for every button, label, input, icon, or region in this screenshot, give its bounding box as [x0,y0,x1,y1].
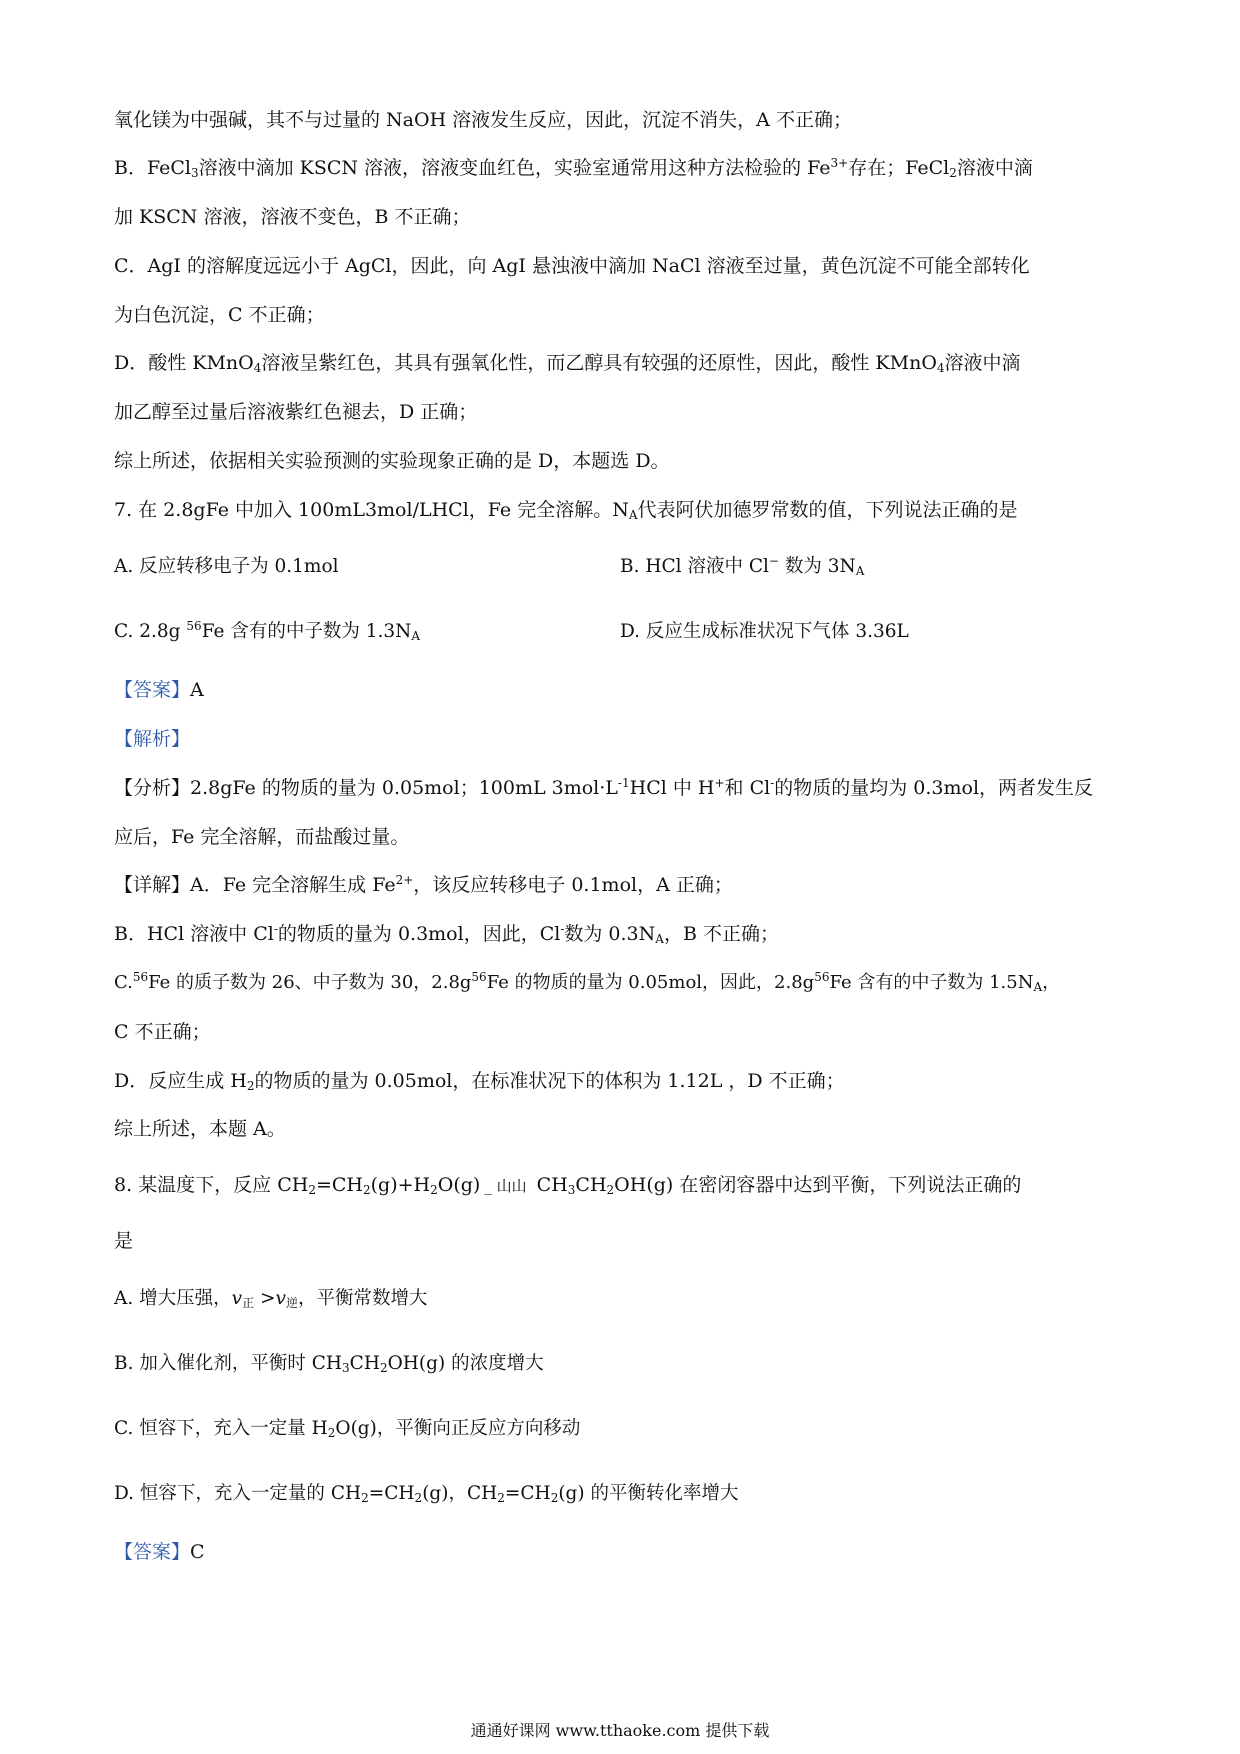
q8-option-c [114,1416,580,1442]
text: 氧化镁为中强碱，其不与过量的 NaOH 溶液发生反应，因此，沉淀不消失，A 不正确； [114,109,852,131]
superscript: 56 [132,970,149,984]
superscript: 3+ [830,156,849,170]
superscript: − [768,554,779,568]
subscript: 2 [308,1183,316,1197]
text: Fe 的质子数为 26、中子数为 30，2.8g [148,972,472,993]
q7-analysis-line [114,824,409,850]
subscript: 2 [606,1183,615,1197]
subscript: 4 [936,361,945,375]
paragraph-line [114,350,1021,376]
superscript: 56 [471,970,487,984]
q7-option-c [114,619,420,645]
text: =CH [368,1483,415,1504]
text: 和 Cl [724,777,771,799]
text: ，B 不正确； [663,923,779,945]
text: >v [254,1288,286,1309]
text: C. 恒容下，充入一定量 H [114,1418,328,1439]
text: CH [349,1353,380,1374]
subscript: 2 [497,1491,505,1505]
text: Fe 含有的中子数为 1.5N [829,972,1034,993]
superscript: 56 [186,619,202,633]
text: ， [1042,972,1061,993]
superscript: 56 [814,970,830,984]
text: Fe 的物质的量为 0.05mol，因此，2.8g [486,972,815,993]
text: =CH [504,1483,551,1504]
text: 应后，Fe 完全溶解，而盐酸过量。 [114,826,410,848]
paragraph-line [114,302,325,328]
paragraph-line [114,399,477,425]
text: O(g)，平衡向正反应方向移动 [335,1418,581,1439]
q7-detail-line [114,1019,211,1045]
text: HCl 中 H [629,777,715,799]
text: ，平衡常数增大 [297,1288,428,1309]
text: CH [575,1174,607,1196]
text: 为白色沉淀，C 不正确； [114,304,325,326]
text: B．HCl 溶液中 Cl [114,923,274,945]
footer-text: 通通好课网 www.tthaoke.com 提供下载 [470,1721,770,1740]
text: (g)+H [370,1174,431,1196]
text: 溶液中滴 [956,157,1033,179]
answer-tag: 【答案】 [114,1541,191,1563]
q7-detail-line [114,1068,845,1094]
q7-detail-line [114,970,1060,996]
text: A. 增大压强， [114,1288,232,1309]
answer-tag: 【答案】 [114,679,191,701]
text: 7. 在 2.8gFe 中加入 100mL3mol/LHCl，Fe 完全溶解。N [114,499,629,521]
subscript: A [855,564,865,578]
q7-answer [114,677,204,703]
text: ，该反应转移电子 0.1mol，A 正确； [413,874,733,896]
text: 代表阿伏加德罗常数的值，下列说法正确的是 [637,499,1018,521]
text: A [190,679,204,701]
q7-summary [114,1116,286,1142]
q7-detail-line [114,921,779,947]
q7-option-d [620,619,909,645]
subscript: 4 [253,361,262,375]
text: (g) 的平衡转化率增大 [558,1483,739,1504]
text: 的物质的量为 0.05mol，在标准状况下的体积为 1.12L ，D 不正确； [254,1070,845,1092]
text: 综上所述，本题 A。 [114,1118,286,1140]
text: B. 加入催化剂，平衡时 CH [114,1353,343,1374]
text: CH [530,1174,568,1196]
text: v [231,1288,243,1309]
subscript: A [411,629,421,643]
text: 的物质的量均为 0.3mol，两者发生反 [774,777,1094,799]
text: 2.8gFe 的物质的量为 0.05mol；100mL 3mol·L [190,777,618,799]
superscript: - [770,776,775,790]
question-8-stem-cont [114,1228,133,1254]
text: 是 [114,1230,134,1252]
subscript: 2 [379,1361,388,1375]
subscript: 3 [342,1361,350,1375]
text: 的物质的量为 0.3mol，因此，Cl [277,923,561,945]
paragraph-line [114,107,852,133]
q8-option-b [114,1351,544,1377]
text: C 不正确； [114,1021,211,1043]
superscript: - [273,922,278,936]
text: Fe 含有的中子数为 1.3N [201,621,412,642]
page-footer [0,1718,1240,1741]
subscript: 3 [567,1183,576,1197]
text: 存在；FeCl [848,157,950,179]
text: OH(g) 的浓度增大 [387,1353,544,1374]
text: C．AgI 的溶解度远远小于 AgCl，因此，向 AgI 悬浊液中滴加 NaCl 溶液至过量，黄色沉淀不可能全部转化 [114,255,1030,277]
text: D. 反应生成标准状况下气体 3.36L [620,621,909,642]
subscript: 2 [361,1491,369,1505]
text: 溶液呈紫红色，其具有强氧化性，而乙醇具有较强的还原性，因此，酸性 KMnO [261,352,937,374]
text: 数为 3N [778,556,856,577]
text: D．酸性 KMnO [114,352,254,374]
subscript: 2 [327,1426,336,1440]
paragraph-line [114,253,1030,279]
text: A. 反应转移电子为 0.1mol [114,556,339,577]
subscript: 2 [414,1491,423,1505]
text: 加乙醇至过量后溶液紫红色褪去，D 正确； [114,401,478,423]
subscript: A [1033,980,1043,994]
paragraph-line [114,155,1033,181]
question-7-stem [114,497,1018,523]
superscript: - [560,922,565,936]
question-8-stem [114,1172,1021,1199]
paragraph-line [114,204,470,230]
text: 综上所述，依据相关实验预测的实验现象正确的是 D，本题选 D。 [114,450,670,472]
subscript: 2 [246,1079,255,1093]
text: OH(g) 在密闭容器中达到平衡，下列说法正确的 [614,1174,1022,1196]
equilibrium-arrow-icon: _ 山山 [484,1177,527,1195]
text: =CH [315,1174,363,1196]
q7-analysis-line [114,775,1093,801]
subscript: 逆 [285,1296,298,1310]
q7-detail-line [114,872,733,898]
paragraph-line [114,448,670,474]
text: B. HCl 溶液中 Cl [620,556,769,577]
text: O(g) [437,1174,481,1196]
subscript: 正 [242,1296,255,1310]
q7-option-b [620,554,864,580]
text: B．FeCl [114,157,191,179]
subscript: 2 [550,1491,559,1505]
text: D. 恒容下，充入一定量的 CH [114,1483,362,1504]
text: C. [114,972,133,993]
text: 【详解】 [114,874,191,896]
text: 溶液中滴加 KSCN 溶液，溶液变血红色，实验室通常用这种方法检验的 Fe [198,157,831,179]
q7-analysis-heading [114,726,190,752]
subscript: 3 [190,166,199,180]
text: 溶液中滴 [944,352,1021,374]
text: (g)，CH [422,1483,498,1504]
q7-option-a [114,554,339,580]
subscript: A [628,508,638,522]
text: 8. 某温度下，反应 CH [114,1174,309,1196]
superscript: -1 [617,776,630,790]
q8-answer [114,1539,205,1565]
subscript: 2 [363,1183,371,1197]
text: C [190,1541,205,1563]
text: 【分析】 [114,777,191,799]
text: 加 KSCN 溶液，溶液不变色，B 不正确； [114,206,471,228]
superscript: + [714,776,725,790]
subscript: 2 [430,1183,438,1197]
text: D．反应生成 H [114,1070,247,1092]
q8-option-d [114,1481,739,1507]
subscript: A [655,932,664,946]
superscript: 2+ [395,873,414,887]
text: C. 2.8g [114,621,187,642]
q8-option-a [114,1286,427,1312]
analysis-tag: 【解析】 [114,728,191,750]
text: 数为 0.3N [564,923,656,945]
text: A．Fe 完全溶解生成 Fe [190,874,396,896]
subscript: 2 [949,166,957,180]
